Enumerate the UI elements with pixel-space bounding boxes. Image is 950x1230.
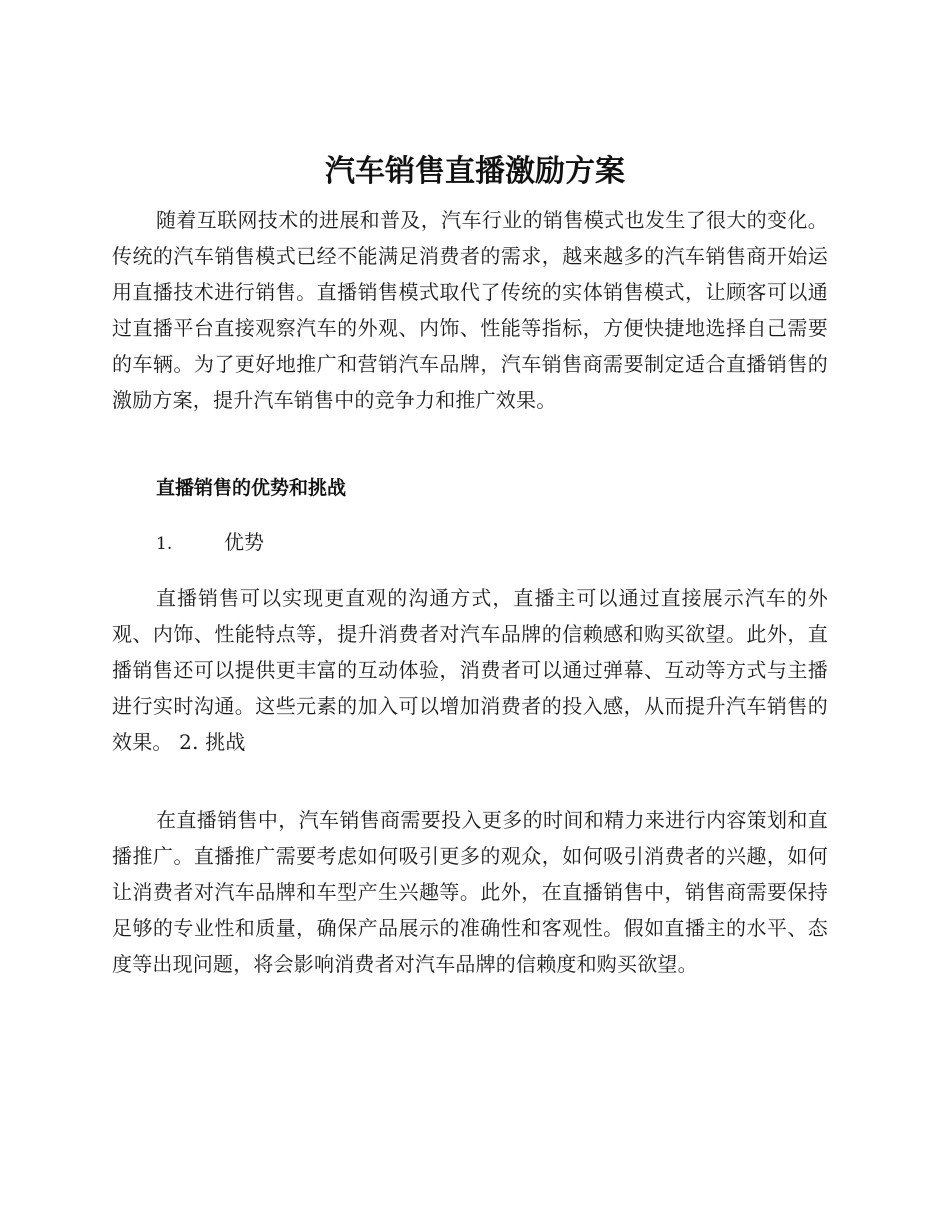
list-item-label: 优势 (224, 530, 264, 554)
document-title: 汽车销售直播激励方案 (325, 154, 625, 189)
list-item-number: 1. (156, 534, 173, 554)
intro-paragraph: 随着互联网技术的进展和普及，汽车行业的销售模式也发生了很大的变化。传统的汽车销售模式已经不能满足消费者的需求，越来越多的汽车销售商开始运用直播技术进行销售。直播销售模式取代了传统的实体销售模式，让顾客可以通过直播平台直接观察汽车的外观、内饰、性能等指标，方便快捷地选择自己需要的车辆。为了更好地推广和营销汽车品牌，汽车销售商需要制定适合直播销售的激励方案，提升汽车销售中的竞争力和推广效果。 (112, 208, 828, 412)
challenges-paragraph: 在直播销售中，汽车销售商需要投入更多的时间和精力来进行内容策划和直播推广。直播推广需要考虑如何吸引更多的观众，如何吸引消费者的兴趣，如何让消费者对汽车品牌和车型产生兴趣等。此外，在直播销售中，销售商需要保持足够的专业性和质量，确保产品展示的准确性和客观性。假如直播主的水平、态度等出现问题，将会影响消费者对汽车品牌的信赖度和购买欲望。 (112, 808, 828, 976)
list-item-advantages (156, 524, 264, 562)
section-heading: 直播销售的优势和挑战 (156, 477, 347, 499)
advantages-paragraph: 直播销售可以实现更直观的沟通方式，直播主可以通过直接展示汽车的外观、内饰、性能特点等，提升消费者对汽车品牌的信赖感和购买欲望。此外，直播销售还可以提供更丰富的互动体验，消费者可以通过弹幕、互动等方式与主播进行实时沟通。这些元素的加入可以增加消费者的投入感，从而提升汽车销售的效果。 2. 挑战 (112, 586, 828, 754)
